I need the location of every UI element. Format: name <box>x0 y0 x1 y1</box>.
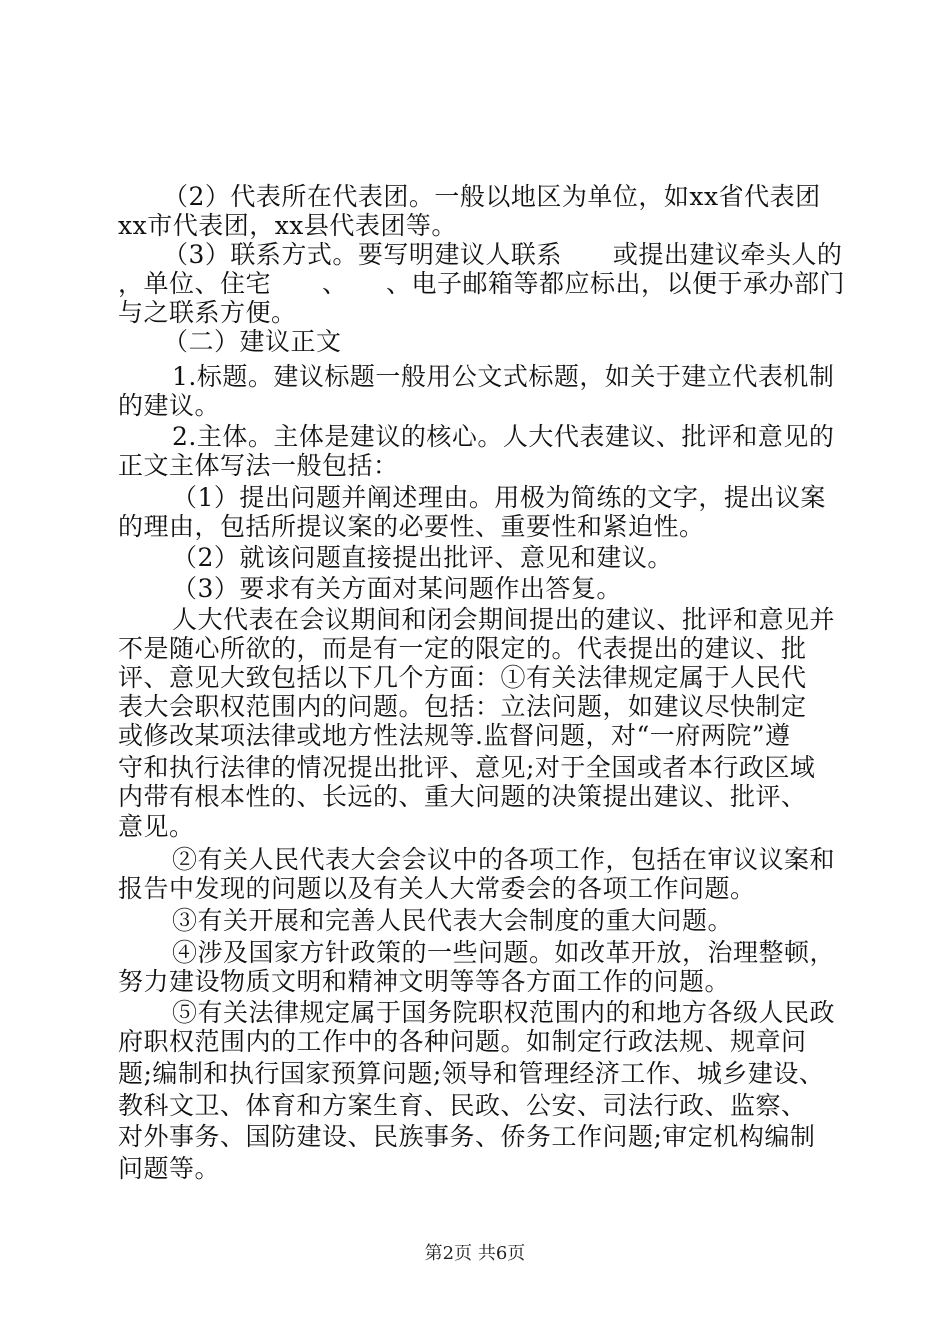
text-line: ③有关开展和完善人民代表大会制度的重大问题。 <box>172 906 734 935</box>
text-line: 人大代表在会议期间和闭会期间提出的建议、批评和意见并 <box>172 605 836 634</box>
text-line: 与之联系方便。 <box>118 298 297 327</box>
text-line: 正文主体写法一般包括： <box>118 451 399 480</box>
text-line: ⑤有关法律规定属于国务院职权范围内的和地方各级人民政 <box>172 998 836 1027</box>
section-heading: （二）建议正文 <box>163 327 342 356</box>
text-line: 的建议。 <box>118 391 221 420</box>
text-line: 问题等。 <box>118 1154 221 1183</box>
text-line: 2.主体。主体是建议的核心。人大代表建议、批评和意见的 <box>172 422 835 451</box>
text-line: ④涉及国家方针政策的一些问题。如改革开放，治理整顿， <box>172 938 836 967</box>
page-number-footer: 第2页 共6页 <box>424 1243 526 1264</box>
text-line: 守和执行法律的情况提出批评、意见;对于全国或者本行政区域 <box>118 753 816 782</box>
text-line: 教科文卫、体育和方案生育、民政、公安、司法行政、监察、 <box>118 1091 807 1120</box>
text-line: （2）就该问题直接提出批评、意见和建议。 <box>172 543 673 572</box>
text-line: 1.标题。建议标题一般用公文式标题，如关于建立代表机制 <box>172 362 835 391</box>
text-line: ②有关人民代表大会会议中的各项工作，包括在审议议案和 <box>172 845 836 874</box>
text-line: 意见。 <box>118 812 195 841</box>
text-line: xx市代表团，xx县代表团等。 <box>118 211 457 240</box>
text-line: ，单位、住宅 、 、电子邮箱等都应标出，以便于承办部门 <box>118 269 846 298</box>
text-line: （1）提出问题并阐述理由。用极为简练的文字，提出议案 <box>172 483 826 512</box>
text-line: （2）代表所在代表团。一般以地区为单位，如xx省代表团 <box>163 182 821 211</box>
text-line: 报告中发现的问题以及有关人大常委会的各项工作问题。 <box>118 874 756 903</box>
text-line: 努力建设物质文明和精神文明等等各方面工作的问题。 <box>118 967 731 996</box>
text-line: 不是随心所欲的，而是有一定的限定的。代表提出的建议、批 <box>118 634 807 663</box>
text-line: 对外事务、国防建设、民族事务、侨务工作问题;审定机构编制 <box>118 1122 816 1151</box>
text-line: 府职权范围内的工作中的各种问题。如制定行政法规、规章问 <box>118 1027 807 1056</box>
text-line: （3）联系方式。要写明建议人联系 或提出建议牵头人的 <box>163 240 843 269</box>
text-line: 题;编制和执行国家预算问题;领导和管理经济工作、城乡建设、 <box>118 1059 825 1088</box>
text-line: 内带有根本性的、长远的、重大问题的决策提出建议、批评、 <box>118 782 807 811</box>
text-line: 表大会职权范围内的问题。包括：立法问题，如建议尽快制定 <box>118 692 807 721</box>
text-line: 评、意见大致包括以下几个方面：①有关法律规定属于人民代 <box>118 663 807 692</box>
text-line: （3）要求有关方面对某问题作出答复。 <box>172 574 622 603</box>
text-line: 或修改某项法律或地方性法规等.监督问题，对“一府两院”遵 <box>118 721 791 750</box>
text-line: 的理由，包括所提议案的必要性、重要性和紧迫性。 <box>118 512 705 541</box>
